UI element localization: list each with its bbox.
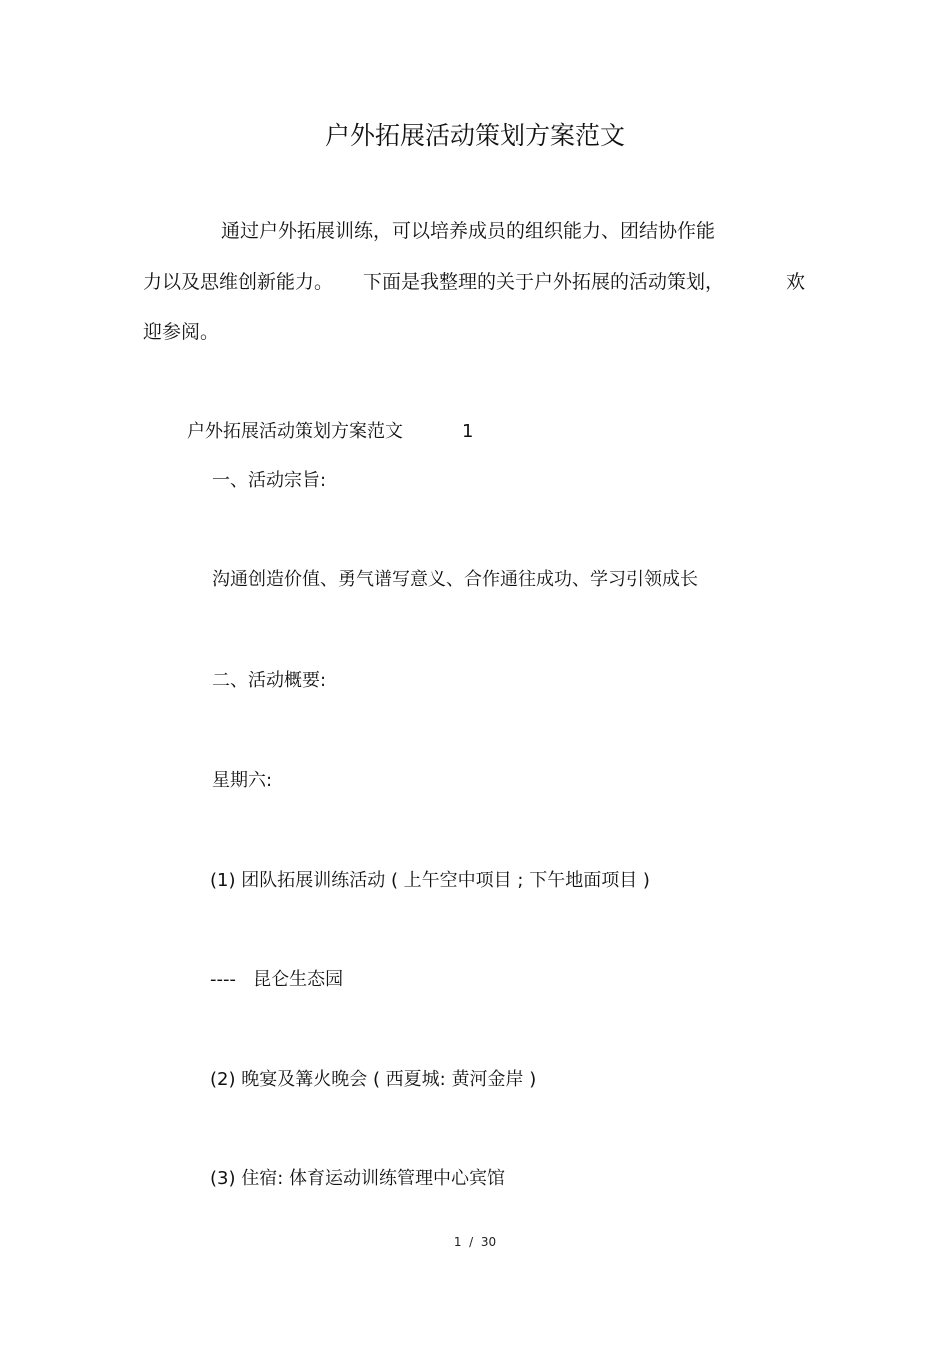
list-item: (3) 住宿: 体育运动训练管理中心宾馆 [210, 1168, 506, 1189]
intro-line-3: 迎参阅。 [143, 321, 220, 343]
list-item: 二、活动概要: [212, 670, 327, 691]
document-title: 户外拓展活动策划方案范文 [324, 121, 625, 150]
page-indicator: 1 / 30 [453, 1235, 497, 1249]
list-item: ---- 昆仑生态园 [210, 969, 344, 990]
intro-line-2a: 力以及思维创新能力。 [143, 271, 334, 293]
section-heading: 户外拓展活动策划方案范文 [187, 421, 403, 442]
intro-line-1: 通过户外拓展训练，可以培养成员的组织能力、团结协作能 [221, 220, 716, 242]
list-item: (2) 晚宴及篝火晚会 ( 西夏城: 黄河金岸 ) [210, 1069, 537, 1090]
intro-line-2b: 下面是我整理的关于户外拓展的活动策划， [363, 271, 725, 293]
list-item: 沟通创造价值、勇气谱写意义、合作通往成功、学习引领成长 [212, 569, 698, 590]
list-item: 星期六: [212, 770, 273, 791]
list-item: 一、活动宗旨: [212, 470, 327, 491]
list-item: (1) 团队拓展训练活动 ( 上午空中项目 ; 下午地面项目 ) [210, 870, 650, 891]
section-number: 1 [462, 421, 474, 442]
intro-line-2c: 欢 [786, 271, 806, 293]
